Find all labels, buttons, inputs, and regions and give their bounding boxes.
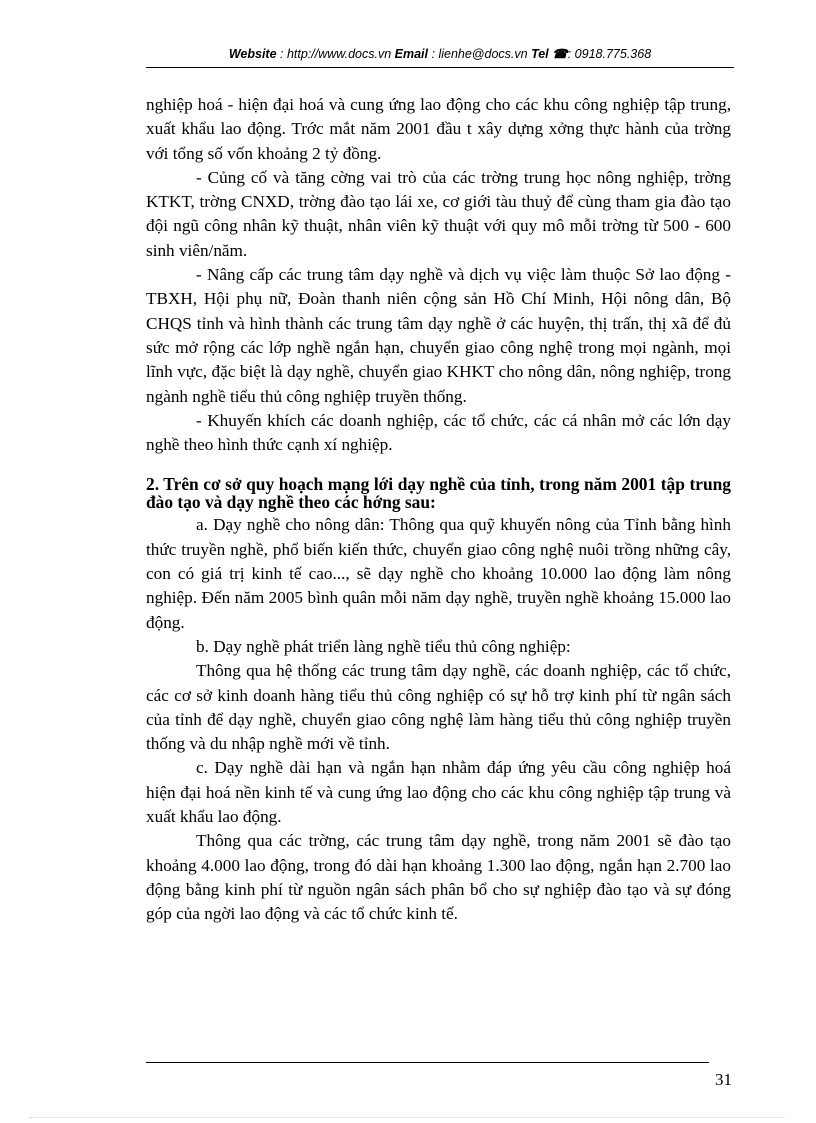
- tel-label: Tel: [531, 47, 549, 61]
- email-label: Email: [394, 47, 429, 61]
- body-text: [146, 93, 731, 927]
- paragraph: c. Dạy nghề dài hạn và ngắn hạn nhằm đáp ứng yêu cầu công nghiệp hoá hiện đại hoá nền kinh tế và cung ứng lao động cho các khu công nghiệp tập trung và xuất khẩu lao động.: [146, 758, 731, 827]
- paragraph: - Nâng cấp các trung tâm dạy nghề và dịch vụ việc làm thuộc Sở lao động - TBXH, Hội phụ nữ, Đoàn thanh niên cộng sản Hồ Chí Minh, Hội nông dân, Bộ CHQS tỉnh và hình thành các trung tâm dạy nghề ở các huyện, thị trấn, thị xã để đủ sức mở rộng các lớp nghề ngắn hạn, chuyển giao công nghệ trong mọi ngành, mọi lĩnh vực, đặc biệt là dạy nghề, chuyển giao KHKT cho nông dân, nông nghiệp, trong ngành nghề tiểu thủ công nghiệp truyền thống.: [146, 265, 731, 406]
- paragraph: Thông qua các trờng, các trung tâm dạy nghề, trong năm 2001 sẽ đào tạo khoảng 4.000 lao động, trong đó dài hạn khoảng 1.300 lao động, ngắn hạn 2.700 lao động bằng kinh phí từ nguồn ngân sách phân bổ cho sự nghiệp đào tạo và sự đóng góp của ngời lao động và các tổ chức kinh tế.: [146, 831, 731, 924]
- page-number: 31: [715, 1070, 732, 1089]
- website-url: http://www.docs.vn: [286, 47, 392, 61]
- header-rule: [146, 67, 734, 68]
- paragraph: - Củng cố và tăng cờng vai trò của các trờng trung học nông nghiệp, trờng KTKT, trờng CNXD, trờng đào tạo lái xe, cơ giới tàu thuỷ để cùng tham gia đào tạo đội ngũ công nhân kỹ thuật, nhân viên kỹ thuật với quy mô mỗi trờng từ 500 - 600 sinh viên/năm.: [146, 167, 731, 260]
- phone-icon: ☎: [552, 47, 568, 61]
- paragraph: - Khuyến khích các doanh nghiệp, các tổ chức, các cá nhân mở các lớn dạy nghề theo hình thức cạnh xí nghiệp.: [146, 410, 731, 455]
- footer-rule: [146, 1062, 709, 1063]
- paragraph: Thông qua hệ thống các trung tâm dạy nghề, các doanh nghiệp, các tổ chức, các cơ sở kinh doanh hàng tiểu thủ công nghiệp có sự hỗ trợ kinh phí từ ngân sách của tỉnh để dạy nghề, chuyển giao công nghệ làm hàng tiểu thủ công nghiệp truyền thống và du nhập nghề mới về tỉnh.: [146, 661, 731, 754]
- paragraph: a. Dạy nghề cho nông dân: Thông qua quỹ khuyến nông của Tỉnh bằng hình thức truyền nghề, phổ biến kiến thức, chuyển giao công nghệ nuôi trồng những cây, con có giá trị kinh tế cao..., sẽ dạy nghề cho khoảng 10.000 lao động làm nông nghiệp. Đến năm 2005 bình quân mỗi năm dạy nghề, truyền nghề khoảng 15.000 lao động.: [146, 515, 731, 632]
- website-label: Website: [228, 47, 277, 61]
- email-separator: :: [428, 47, 439, 61]
- tel-value: : 0918.775.368: [567, 47, 652, 61]
- website-separator: :: [276, 47, 287, 61]
- paragraph: nghiệp hoá - hiện đại hoá và cung ứng lao động cho các khu công nghiệp tập trung, xuất khẩu lao động. Trớc mắt năm 2001 đầu t xây dựng xởng thực hành của trờng với tổng số vốn khoảng 2 tỷ đồng.: [146, 95, 731, 163]
- page-bottom-border: [30, 1117, 786, 1118]
- page-header: [146, 46, 734, 61]
- section-heading: 2. Trên cơ sở quy hoạch mạng lới dạy nghề của tỉnh, trong năm 2001 tập trung đào tạo và dạy nghề theo các hớng sau:: [146, 474, 731, 512]
- email-value: lienhe@docs.vn: [438, 47, 528, 61]
- paragraph: b. Dạy nghề phát triển làng nghề tiểu thủ công nghiệp:: [196, 636, 571, 656]
